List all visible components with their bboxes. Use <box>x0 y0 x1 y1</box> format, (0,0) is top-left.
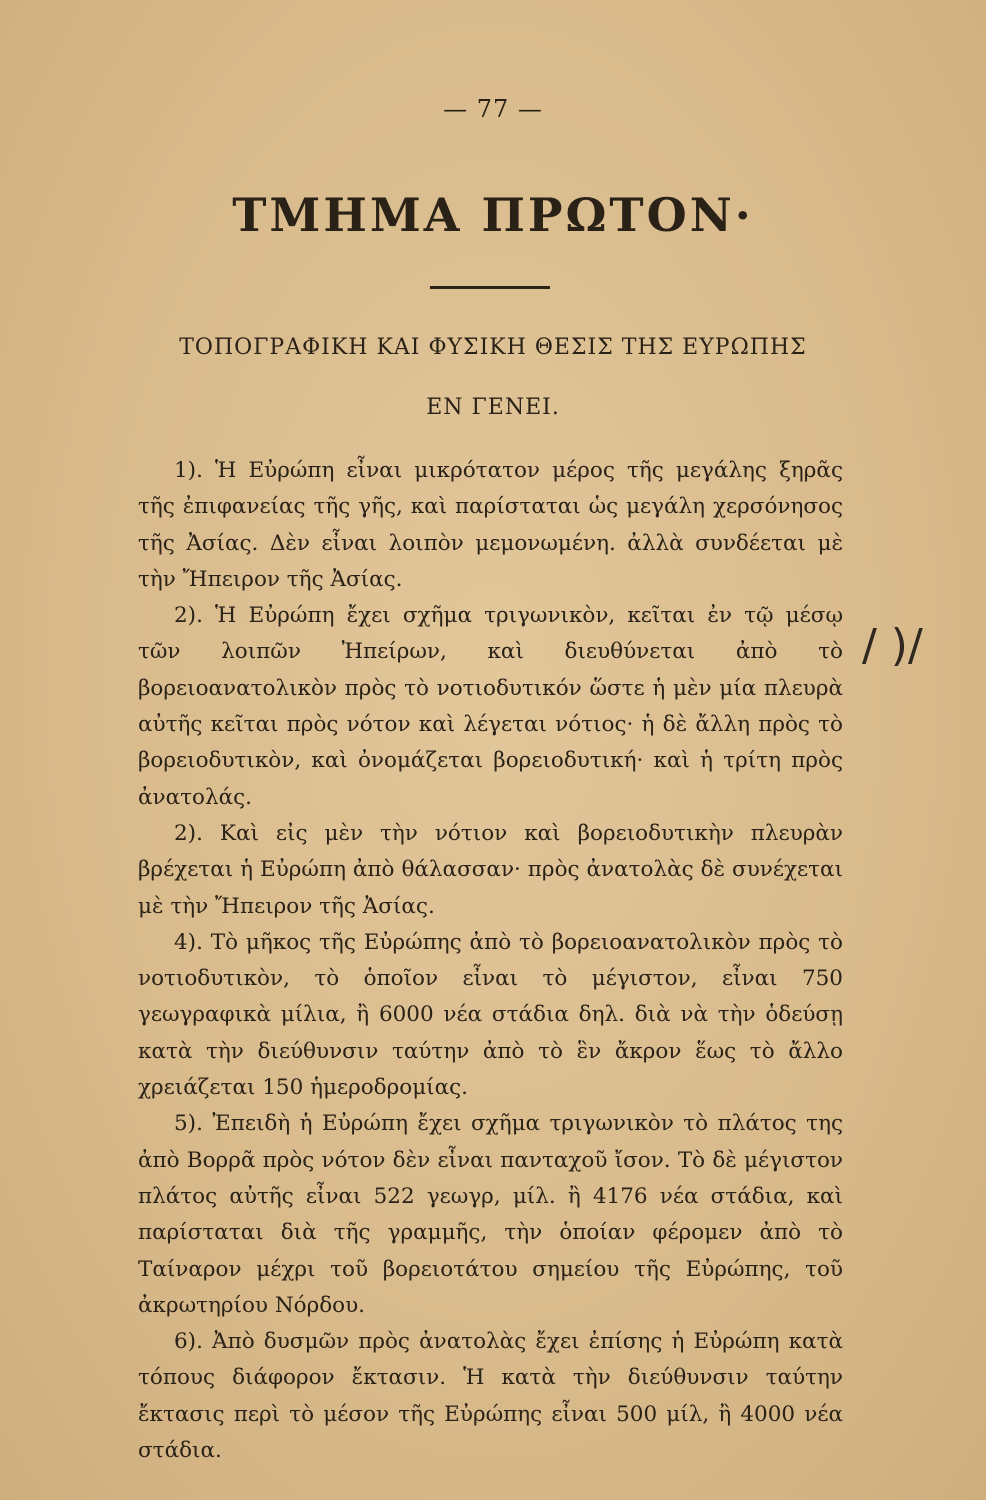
paragraph-5: 5). Ἐπειδὴ ἡ Εὐρώπη ἔχει σχῆμα τριγωνικὸν τὸ πλάτος της ἀπὸ Βορρᾶ πρὸς νότον δὲν εἶναι πανταχοῦ ἴσον. Τὸ δὲ μέγιστον πλάτος αὐτῆς εἶναι 522 γεωγρ, μίλ. ἢ 4176 νέα στάδια, καὶ παρίσταται διὰ τῆς γραμμῆς, τὴν ὁποίαν φέρομεν ἀπὸ τὸ Ταίναρον μέχρι τοῦ βορειοτάτου σημείου τῆς Εὐρώπης, τοῦ ἀκρωτηρίου Νόρδου. <box>138 1111 843 1318</box>
section-title: ΤΜΗΜΑ ΠΡΩΤΟΝ· <box>232 188 754 242</box>
subtitle-line-2: ΕΝ ΓΕΝΕΙ. <box>426 395 560 420</box>
title-divider <box>430 286 550 289</box>
paragraph-2: 2). Ἡ Εὐρώπη ἔχει σχῆμα τριγωνικὸν, κεῖται ἐν τῷ μέσῳ τῶν λοιπῶν Ἠπείρων, καὶ διευθύνεται ἀπὸ τὸ βορειοανατολικὸν πρὸς τὸ νοτιοδυτικόν ὥστε ἡ μὲν μία πλευρὰ αὐτῆς κεῖται πρὸς νότον καὶ λέγεται νότιος· ἡ δὲ ἄλλη πρὸς τὸ βορειοδυτικὸν, καὶ ὀνομάζεται βορειοδυτική· καὶ ἡ τρίτη πρὸς ἀνατολάς. <box>138 603 843 810</box>
paragraph-1: 1). Ἡ Εὐρώπη εἶναι μικρότατον μέρος τῆς μεγάλης ξηρᾶς τῆς ἐπιφανείας τῆς γῆς, καὶ παρίσταται ὡς μεγάλη χερσόνησος τῆς Ἀσίας. Δὲν εἶναι λοιπὸν μεμονωμένη. ἀλλὰ συνδέεται μὲ τὴν Ἤπειρον τῆς Ἀσίας. <box>138 458 843 592</box>
subtitle-line-1: ΤΟΠΟΓΡΑΦΙΚΗ ΚΑΙ ΦΥΣΙΚΗ ΘΕΣΙΣ ΤΗΣ ΕΥΡΩΠΗΣ <box>179 335 807 360</box>
paragraph-6: 6). Ἀπὸ δυσμῶν πρὸς ἀνατολὰς ἔχει ἐπίσης ἡ Εὐρώπη κατὰ τόπους διάφορον ἔκτασιν. Ἡ κατὰ τὴν διεύθυνσιν ταύτην ἔκτασις περὶ τὸ μέσον τῆς Εὐρώπης εἶναι 500 μίλ, ἢ 4000 νέα στάδια. <box>138 1329 843 1464</box>
paragraph-4: 4). Τὸ μῆκος τῆς Εὐρώπης ἀπὸ τὸ βορειοανατολικὸν πρὸς τὸ νοτιοδυτικὸν, τὸ ὁποῖον εἶναι τὸ μέγιστον, εἶναι 750 γεωγραφικὰ μίλια, ἢ 6000 νέα στάδια δηλ. διὰ νὰ τὴν ὁδεύσῃ κατὰ τὴν διεύθυνσιν ταύτην ἀπὸ τὸ ἓν ἄκρον ἕως τὸ ἄλλο χρειάζεται 150 ἡμεροδρομίας. <box>138 929 843 1101</box>
handwritten-margin-note: / )/ <box>862 620 923 671</box>
paragraph-3: 2). Καὶ εἰς μὲν τὴν νότιον καὶ βορειοδυτικὴν πλευρὰν βρέχεται ἡ Εὐρώπη ἀπὸ θάλασσαν· πρὸς ἀνατολὰς δὲ συνέχεται μὲ τὴν Ἤπειρον τῆς Ἀσίας. <box>138 820 843 919</box>
body-text <box>138 453 843 1469</box>
page-number: — 77 — <box>443 95 543 123</box>
